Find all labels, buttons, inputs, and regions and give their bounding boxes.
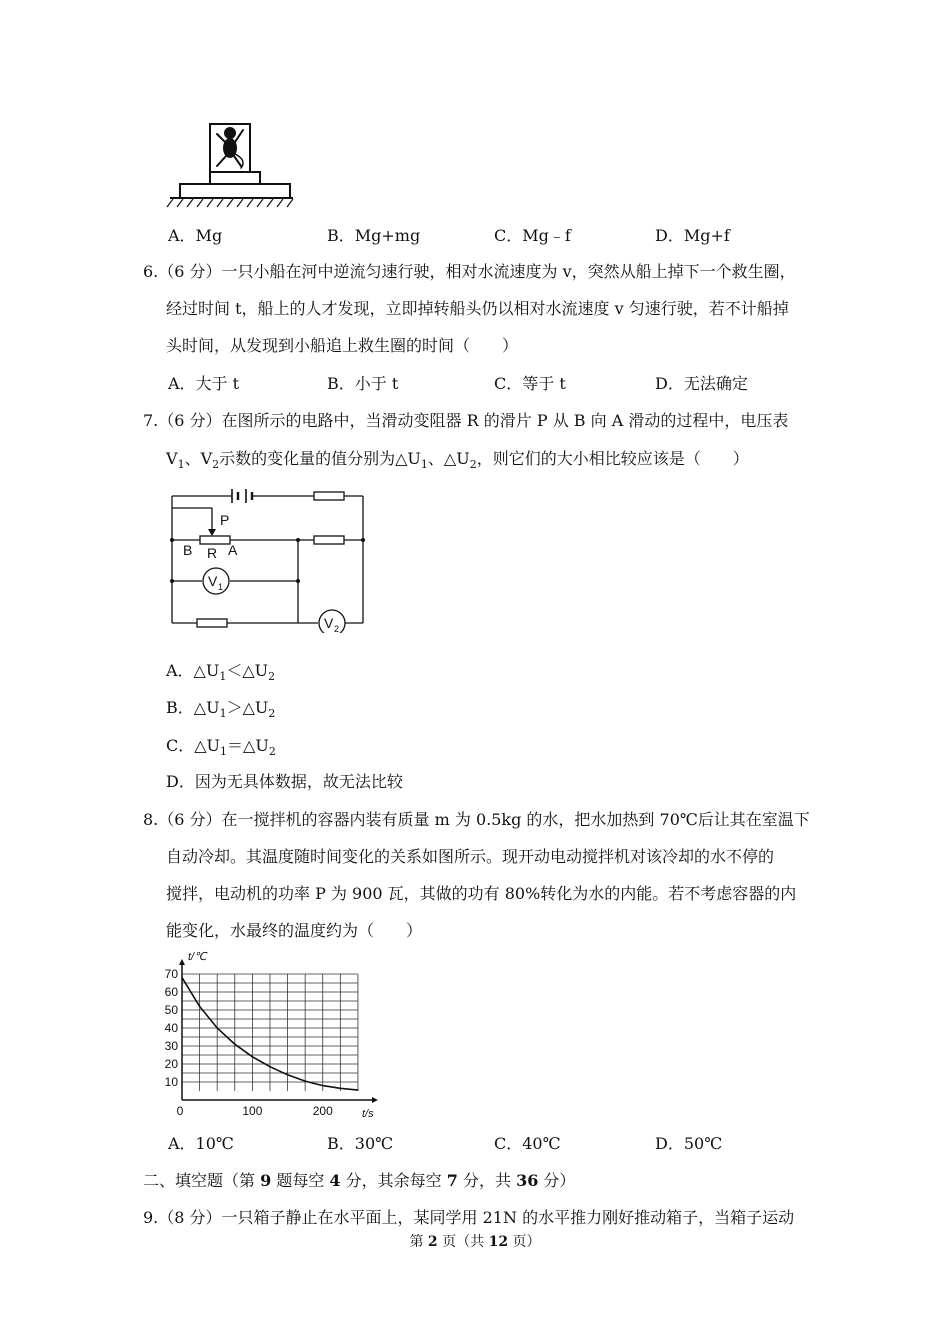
label-b: B xyxy=(183,542,193,558)
q8-option-a: A．10℃ xyxy=(168,1134,234,1153)
label-a: A xyxy=(228,542,238,558)
q6-option-d: D．无法确定 xyxy=(655,374,748,393)
y-tick-label: 30 xyxy=(164,1039,178,1053)
y-tick-label: 10 xyxy=(164,1075,178,1089)
data-point xyxy=(305,1081,306,1082)
data-point xyxy=(181,977,182,978)
data-point xyxy=(234,1044,235,1045)
data-point xyxy=(269,1066,270,1067)
data-point xyxy=(357,1090,358,1091)
y-tick-label: 70 xyxy=(164,967,178,981)
label-p: P xyxy=(220,512,230,528)
label-v1-sub: 1 xyxy=(218,582,224,592)
box-top xyxy=(210,172,260,184)
q5-option-d: D．Mg+f xyxy=(655,226,730,245)
page-footer: 第 2 页（共 12 页） xyxy=(409,1234,541,1250)
q6-line-3: 头时间，从发现到小船追上救生圈的时间（ ） xyxy=(166,336,519,355)
y-tick-label: 50 xyxy=(164,1003,178,1017)
q6-line-2: 经过时间 t，船上的人才发现，立即掉转船头仍以相对水流速度 v 匀速行驶，若不计船掉 xyxy=(166,299,789,318)
q5-option-a: A．Mg xyxy=(168,226,223,245)
data-point xyxy=(217,1027,218,1028)
q7-line-1: 7.（6 分）在图所示的电路中，当滑动变阻器 R 的滑片 P 从 B 向 A 滑动的过程中，电压表 xyxy=(143,411,789,430)
q7-option-a: A．$\triangle U_1<\triangle U_2$ xyxy=(166,661,276,683)
q8-line-1: 8.（6 分）在一搅拌机的容器内装有质量 m 为 0.5kg 的水，把水加热到 70℃后让其在室温下 xyxy=(143,810,810,829)
x-axis-arrow xyxy=(372,1097,378,1103)
x-axis-label: t/s xyxy=(362,1108,374,1120)
x-tick-label: 100 xyxy=(242,1104,263,1118)
q6-line-1: 6.（6 分）一只小船在河中逆流匀速行驶，相对水流速度为 v，突然从船上掉下一个救生圈， xyxy=(143,262,796,281)
y-tick-label: 60 xyxy=(164,985,178,999)
label-v2: V xyxy=(324,615,334,631)
q5-option-b: B．Mg+mg xyxy=(327,226,421,245)
q8-option-b: B．30℃ xyxy=(327,1134,394,1153)
q8-temperature-chart xyxy=(160,950,390,1130)
label-v1: V xyxy=(208,573,218,589)
x-tick-label: 0 xyxy=(176,1104,184,1118)
label-r: R xyxy=(207,545,218,561)
y-tick-label: 20 xyxy=(164,1057,178,1071)
q5-figure xyxy=(165,118,295,213)
section-2-heading: 二、填空题（第 9 题每空 4 分，其余每空 7 分，共 36 分） xyxy=(143,1171,576,1190)
q9-line-1: 9.（8 分）一只箱子静止在水平面上，某同学用 21N 的水平推力刚好推动箱子，当箱子运动 xyxy=(143,1208,795,1227)
data-point xyxy=(340,1088,341,1089)
q7-line-2: $V_1$、$V_2$示数的变化量的值分别为$\triangle U_1$、$\triangle U_2$，则它们的大小相比较应该是（ ） xyxy=(166,449,749,471)
y-tick-label: 40 xyxy=(164,1021,178,1035)
q5-option-c: C．Mg﹣f xyxy=(494,226,571,245)
x-tick-label: 200 xyxy=(312,1104,333,1118)
q6-option-c: C．等于 t xyxy=(494,374,566,393)
q7-option-d: D．因为无具体数据，故无法比较 xyxy=(166,772,403,791)
label-v2-sub: 2 xyxy=(334,624,340,633)
q6-option-b: B．小于 t xyxy=(327,374,399,393)
q8-line-4: 能变化，水最终的温度约为（ ） xyxy=(166,921,423,940)
y-axis-arrow xyxy=(179,959,185,965)
ground-hatch xyxy=(167,199,293,207)
data-point xyxy=(322,1085,323,1086)
data-point xyxy=(199,1006,200,1007)
q8-line-3: 搅拌，电动机的功率 P 为 900 瓦，其做的功有 80%转化为水的内能。若不考虑容器的内 xyxy=(166,884,797,903)
box-base xyxy=(180,184,290,198)
q8-option-c: C．40℃ xyxy=(494,1134,561,1153)
q7-option-c: C．$\triangle U_1=\triangle U_2$ xyxy=(166,736,276,758)
q7-option-b: B．$\triangle U_1>\triangle U_2$ xyxy=(166,698,276,720)
data-point xyxy=(252,1056,253,1057)
monkey-icon xyxy=(217,128,243,168)
q7-circuit xyxy=(160,483,375,633)
q8-line-2: 自动冷却。其温度随时间变化的关系如图所示。现开动电动搅拌机对该冷却的水不停的 xyxy=(166,847,775,866)
y-axis-label: t/℃ xyxy=(188,951,207,963)
q6-option-a: A．大于 t xyxy=(168,374,240,393)
q8-option-d: D．50℃ xyxy=(655,1134,723,1153)
data-point xyxy=(287,1074,288,1075)
